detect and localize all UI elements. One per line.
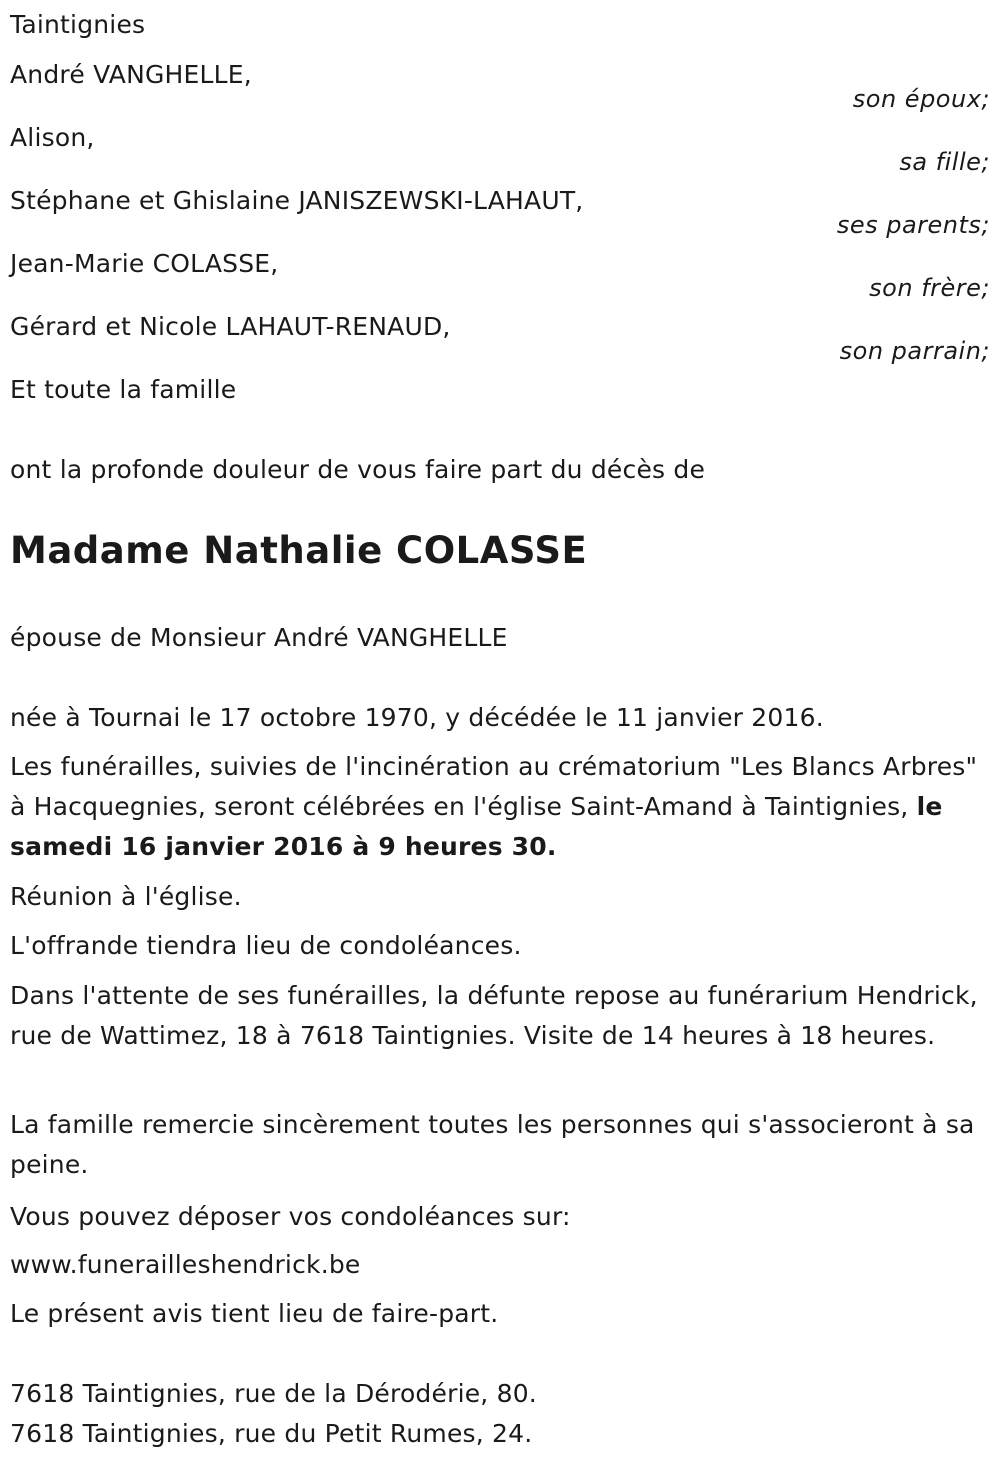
spouse-line: épouse de Monsieur André VANGHELLE — [10, 623, 508, 652]
notice-text: Le présent avis tient lieu de faire-part. — [10, 1299, 499, 1328]
funeral-date: le samedi 16 janvier 2016 à 9 heures 30. — [10, 792, 943, 861]
deceased-name: Madame Nathalie COLASSE — [10, 529, 588, 572]
family-relation-godfather: son parrain; — [839, 337, 990, 365]
thanks-paragraph: La famille remercie sincèrement toutes les personnes qui s'associeront à sa peine. — [10, 1110, 975, 1179]
website-link[interactable]: www.funerailleshendrick.be — [10, 1250, 361, 1279]
family-name-brother: Jean-Marie COLASSE, — [10, 249, 279, 278]
offering-note: L'offrande tiendra lieu de condoléances. — [10, 931, 522, 960]
birth-death-line: née à Tournai le 17 octobre 1970, y décédée le 11 janvier 2016. — [10, 703, 824, 732]
funeral-text: Les funérailles, suivies de l'incinération au crématorium "Les Blancs Arbres" à Hacquegnies, seront célébrées en l'église Saint-Amand à Taintignies, — [10, 752, 978, 821]
family-name-all: Et toute la famille — [10, 375, 237, 404]
funeral-paragraph — [10, 747, 995, 867]
announcement-text: ont la profonde douleur de vous faire part du décès de — [10, 455, 706, 484]
family-relation-daughter: sa fille; — [899, 148, 990, 176]
meeting-note: Réunion à l'église. — [10, 882, 242, 911]
condolences-intro: Vous pouvez déposer vos condoléances sur: — [10, 1202, 571, 1231]
place-header: Taintignies — [10, 10, 146, 39]
family-name-daughter: Alison, — [10, 123, 95, 152]
family-relation-brother: son frère; — [869, 274, 990, 302]
family-relation-spouse: son époux; — [852, 85, 990, 113]
family-name-spouse: André VANGHELLE, — [10, 60, 252, 89]
address-line-1: 7618 Taintignies, rue de la Dérodérie, 80. — [10, 1379, 537, 1408]
address-line-2: 7618 Taintignies, rue du Petit Rumes, 24. — [10, 1419, 533, 1448]
visit-paragraph: Dans l'attente de ses funérailles, la défunte repose au funérarium Hendrick, rue de Wattimez, 18 à 7618 Taintignies. Visite de 14 heures à 18 heures. — [10, 981, 978, 1050]
family-relation-parents: ses parents; — [836, 211, 990, 239]
family-name-parents: Stéphane et Ghislaine JANISZEWSKI-LAHAUT, — [10, 186, 584, 215]
family-name-godfather: Gérard et Nicole LAHAUT-RENAUD, — [10, 312, 451, 341]
